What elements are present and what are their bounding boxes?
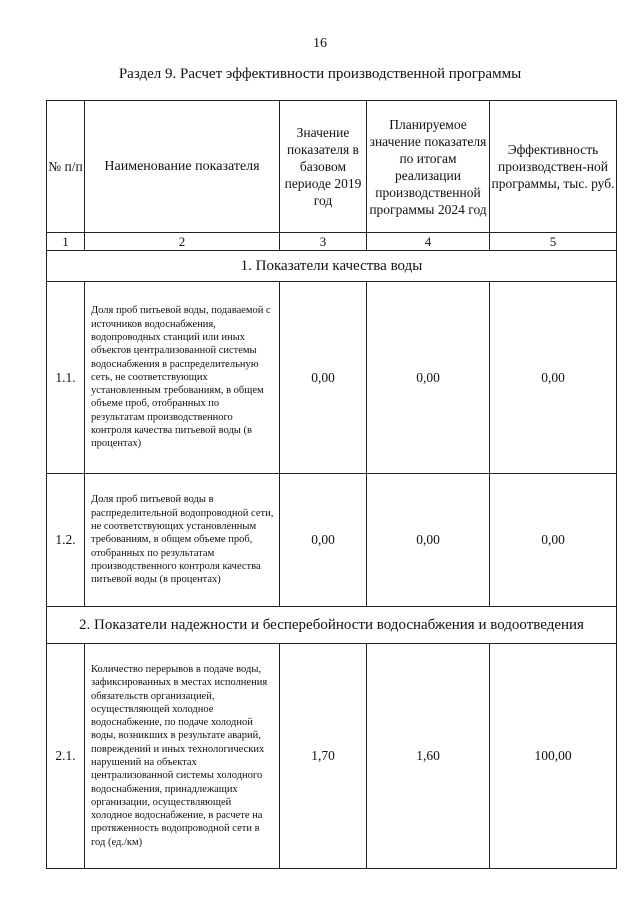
group-title-water-quality: 1. Показатели качества воды (47, 251, 617, 282)
column-number: 2 (85, 233, 280, 251)
column-numbers-row (47, 233, 617, 251)
header-num: № п/п (47, 101, 85, 233)
column-number: 5 (490, 233, 617, 251)
group-header-row (47, 251, 617, 282)
row-indicator-name: Доля проб питьевой воды в распределительной водопроводной сети, не соответствующих установленным требованиям, в общем объеме проб, отобранных по результатам производственного контроля качества питьевой воды (в процентах) (85, 474, 280, 607)
header-efficiency: Эффективность производствен-ной программы, тыс. руб. (490, 101, 617, 233)
row-base-value: 0,00 (280, 474, 367, 607)
row-number: 2.1. (47, 644, 85, 869)
page-number: 16 (313, 36, 327, 51)
column-number: 1 (47, 233, 85, 251)
column-number: 3 (280, 233, 367, 251)
table-row (47, 644, 617, 869)
header-planned-value: Планируемое значение показателя по итогам реализации производственной программы 2024 год (367, 101, 490, 233)
row-number: 1.2. (47, 474, 85, 607)
table-header-row (47, 101, 617, 233)
group-title-reliability: 2. Показатели надежности и бесперебойности водоснабжения и водоотведения (47, 607, 617, 644)
row-base-value: 1,70 (280, 644, 367, 869)
group-header-row (47, 607, 617, 644)
row-indicator-name: Доля проб питьевой воды, подаваемой с источников водоснабжения, водопроводных станций или иных объектов централизованной системы водоснабжения в распределительную сеть, не соответствующих установленным требованиям, в общем объеме проб, отобранных по результатам производственного контроля качества питьевой воды (в процентах) (85, 282, 280, 474)
row-base-value: 0,00 (280, 282, 367, 474)
row-efficiency-value: 0,00 (490, 474, 617, 607)
row-indicator-name: Количество перерывов в подаче воды, зафиксированных в местах исполнения обязательств организацией, осуществляющей холодное водоснабжение, по подаче холодной воды, возникших в результате аварий, повреждений и иных технологических нарушений на объектах централизованной системы холодного водоснабжения, принадлежащих организации, осуществляющей холодное водоснабжение, в расчете на протяженность водопроводной сети в год (ед./км) (85, 644, 280, 869)
row-planned-value: 1,60 (367, 644, 490, 869)
row-planned-value: 0,00 (367, 474, 490, 607)
table-row (47, 474, 617, 607)
efficiency-table (46, 100, 617, 869)
header-base-value: Значение показателя в базовом периоде 2019 год (280, 101, 367, 233)
header-name: Наименование показателя (85, 101, 280, 233)
section-title: Раздел 9. Расчет эффективности производственной программы (118, 66, 522, 82)
row-efficiency-value: 100,00 (490, 644, 617, 869)
row-efficiency-value: 0,00 (490, 282, 617, 474)
table-row (47, 282, 617, 474)
row-number: 1.1. (47, 282, 85, 474)
column-number: 4 (367, 233, 490, 251)
row-planned-value: 0,00 (367, 282, 490, 474)
